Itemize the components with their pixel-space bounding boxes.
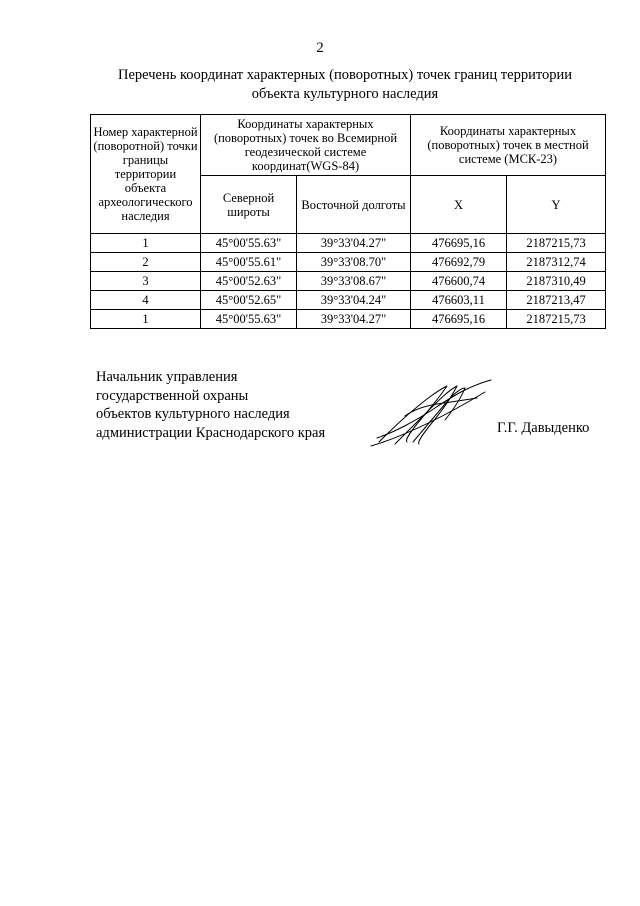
table-row [91,310,606,329]
position-line-2: государственной охраны [96,387,249,404]
title-line-2: объекта культурного наследия [251,86,439,102]
header-wgs84-group: Координаты характерных (поворотных) точек во Всемирной геодезической системе координат(WGS-84) [201,115,411,176]
position-line-3: объектов культурного наследия [96,406,290,422]
header-point-number: Номер характерной (поворотной) точки границы территории объекта археологического наследия [91,115,201,234]
signer-name: Г.Г. Давыденко [497,420,590,436]
cell-x: 476695,16 [411,310,507,329]
handwritten-signature [365,372,500,452]
coordinates-table [90,114,606,329]
cell-east: 39°33'04.27" [297,310,411,329]
header-y: Y [507,176,606,234]
cell-east: 39°33'08.70" [297,253,411,272]
cell-x: 476603,11 [411,291,507,310]
cell-north: 45°00'55.63" [201,310,297,329]
table-row [91,234,606,253]
table-row [91,291,606,310]
cell-point-number: 4 [91,291,201,310]
cell-east: 39°33'08.67" [297,272,411,291]
table-header-row [91,115,606,176]
cell-y: 2187215,73 [507,310,606,329]
cell-y: 2187213,47 [507,291,606,310]
header-north-latitude: Северной широты [201,176,297,234]
cell-point-number: 2 [91,253,201,272]
cell-east: 39°33'04.24" [297,291,411,310]
cell-y: 2187310,49 [507,272,606,291]
page-number: 2 [316,40,324,56]
document-title [80,66,610,104]
signatory-position [96,368,325,442]
cell-point-number: 1 [91,310,201,329]
cell-point-number: 1 [91,234,201,253]
cell-x: 476600,74 [411,272,507,291]
cell-north: 45°00'55.61" [201,253,297,272]
position-line-4: администрации Краснодарского края [96,424,326,441]
cell-x: 476695,16 [411,234,507,253]
cell-point-number: 3 [91,272,201,291]
title-line-1: Перечень координат характерных (поворотных) точек границ территории [117,67,573,83]
header-east-longitude: Восточной долготы [297,176,411,234]
cell-east: 39°33'04.27" [297,234,411,253]
cell-x: 476692,79 [411,253,507,272]
cell-y: 2187215,73 [507,234,606,253]
cell-north: 45°00'52.63" [201,272,297,291]
header-msk23-group: Координаты характерных (поворотных) точек в местной системе (МСК-23) [411,115,606,176]
header-x: X [411,176,507,234]
cell-y: 2187312,74 [507,253,606,272]
table-row [91,272,606,291]
table-row [91,253,606,272]
position-line-1: Начальник управления [96,369,238,385]
cell-north: 45°00'52.65" [201,291,297,310]
cell-north: 45°00'55.63" [201,234,297,253]
